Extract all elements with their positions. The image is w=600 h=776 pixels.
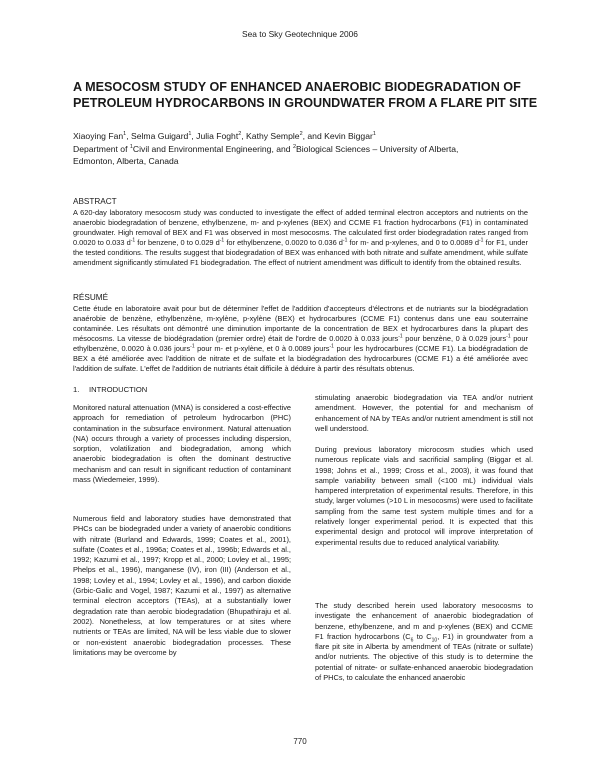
section-number: 1.: [73, 385, 80, 394]
affiliation-text: Department of: [73, 143, 130, 154]
affiliation-city: Edmonton, Alberta, Canada: [73, 156, 179, 166]
intro-paragraph-1: Monitored natural attenuation (MNA) is considered a cost-effective approach for remediation of petroleum hydrocarbon (PHC) contamination in the subsurface environment. Natural attenuation (NA) occurs through a variety of processes including dispersion, sorption, volatilization and biodegradation, among which anaerobic biodegradation is often the dominant destructive mechanism and can result in significant reduction of contaminant mass (Wiedemeier, 1999).: [73, 403, 291, 485]
affiliation-mark: 1: [188, 131, 192, 138]
intro-paragraph-3: stimulating anaerobic biodegradation via TEA and/or nutrient amendment. However, the potential for and mechanism of enhancement of NA by TEAs and/or nutrient amendment is still not well understood.: [315, 393, 534, 433]
author-name: Xiaoying Fan: [73, 131, 124, 141]
page-number: 770: [293, 737, 307, 746]
affiliation-mark: 2: [238, 131, 242, 138]
section-title: INTRODUCTION: [89, 385, 148, 394]
author-name: , and Kevin Biggar: [302, 131, 373, 141]
affiliation-mark: 1: [123, 131, 127, 138]
introduction-heading: [73, 385, 147, 394]
affiliation-text: Civil and Environmental Engineering, and: [132, 143, 293, 154]
running-head: Sea to Sky Geotechnique 2006: [242, 29, 358, 39]
resume-text: Cette étude en laboratoire avait pour but de déterminer l'effet de l'addition d'accepteurs d'électrons et de nutriants sur la biodégradation anaérobie de benzène, ethylbenzène, m-xylène, p-xylène (BEX) et hydrocarbures (CCME F1) contenus dans une eau souterraine contaminée. Les résultats ont démontré une diminution importante de la concentration de BEX et hydrocarbures dans la plupart des mésocosms. La vitesse de biodégradation (premier ordre) était de l'ordre de 0.0020 à 0.033 jours$^{-1}$ pour benzène, 0 à 0.029 jours$^{-1}$ pour ethylbenzène, 0.0020 à 0.036 jours$^{-1}$ pour m- et p-xylène, et 0 à 0.0089 jours$^{-1}$ pour les hydrocarbures (CCME F1). La biodégradation de BEX a été améliorée avec l'addition de nitrate et de sulfate et la biodégradation des hydrocarbures (CCME F1) a été améliorée avec l'addition de sulfate. L'effet de l'addition de nutriants était difficile à déduire à partir des résultats obtenus.: [73, 304, 528, 373]
author-block: [73, 130, 553, 168]
affiliation-line: [73, 143, 553, 156]
affiliation-text: Biological Sciences – University of Alberta,: [296, 143, 459, 154]
affiliation-mark: 1: [129, 143, 133, 150]
intro-paragraph-2: Numerous field and laboratory studies have demonstrated that PHCs can be biodegraded under a variety of anaerobic conditions with nitrate (Burland and Edwards, 1999; Coates et al., 2001), sulfate (Coates et al., 1996a; Coates et al., 1996b; Edwards et al., 1992; Kazumi et al., 1997; Kropp et al., 2000; Lovley et al., 1995; Phelps et al., 1996), manganese (IV), iron (III) (Anderson et al., 1998; Lovley et al., 1994; Lovley et al., 1996), and carbon dioxide (Grbic-Galic and Vogel, 1987; Kazumi et al., 1997) as alternative terminal electron acceptors (TEAs), at a substantially lower degradation rate than aerobic biodegradation (Bhupathiraju et al. 2002). Nonetheless, at low temperatures or at sites where nutrients or TEAs are limited, NA will be less viable due to slower or non-existent anaerobic biodegradation processes. These limitations may be overcome by: [73, 514, 291, 657]
affiliation-mark: 2: [292, 143, 297, 150]
author-name: , Julia Foght: [191, 131, 239, 141]
paper-title: A MESOCOSM STUDY OF ENHANCED ANAEROBIC BIODEGRADATION OF PETROLEUM HYDROCARBONS IN GROUNDWATER FROM A FLARE PIT SITE: [73, 80, 538, 110]
affiliation-mark: 2: [299, 131, 303, 138]
intro-paragraph-4: During previous laboratory microcosm studies which used numerous replicate vials and sacrificial sampling (Biggar et al. 1998; Johns et al., 1999; Cross et al., 2003), it was found that sample variability between small (<100 mL) individual vials hampered interpretation of experimental results. Therefore, in this study, larger volumes (>10 L in mesocosms) were used to facilitate sampling from the same test system multiple times and for a relatively longer experimental period. It is expected that this experimental design and protocol will improve interpretation of experimental results due to reduced analytical variability.: [315, 445, 533, 547]
author-name: , Kathy Semple: [241, 131, 300, 141]
affiliation-mark: 1: [372, 131, 376, 138]
author-name: , Selma Guigard: [126, 131, 189, 141]
intro-paragraph-5: The study described herein used laboratory mesocosms to investigate the enhancement of anaerobic biodegradation of benzene, ethylbenzene, and m and p-xylenes (BEX) and CCME F1 fraction hydrocarbons ($C_6$ to $C_{10}$, F1) in groundwater from a flare pit site in Alberta by amendment of TEAs (nitrate or sulfate) and/or nutrients. The objective of this study is to determine the potential of nitrate- or sulfate-enhanced anaerobic biodegradation of PHCs, to calculate the enhanced anaerobic: [315, 601, 534, 683]
abstract-heading: ABSTRACT: [73, 197, 117, 206]
abstract-text: A 620-day laboratory mesocosm study was conducted to investigate the effect of added terminal electron acceptors and nutrients on the anaerobic biodegradation of benzene, ethylbenzene, m- and p-xylenes (BEX) and CCME F1 fraction hydrocarbons (F1) in contaminated groundwater. High removal of BEX and F1 was observed in most mesocosms. The calculated first order biodegradation rates ranged from 0.0020 to 0.033 $d^{-1}$ for benzene, 0 to 0.029 $d^{-1}$ for ethylbenzene, 0.0020 to 0.036 $d^{-1}$ for m- and p-xylenes, and 0 to 0.0089 $d^{-1}$ for F1, under the tested conditions. The results suggest that biodegradation of BEX was enhanced with both nitrate and sulfate amendment, while sulfate amendment significantly stimulated F1 biodegradation. The effect of nutrient amendment was difficult to identify from the obtained results.: [73, 208, 528, 267]
resume-heading: RÉSUMÉ: [73, 293, 109, 302]
author-list: [73, 130, 553, 143]
